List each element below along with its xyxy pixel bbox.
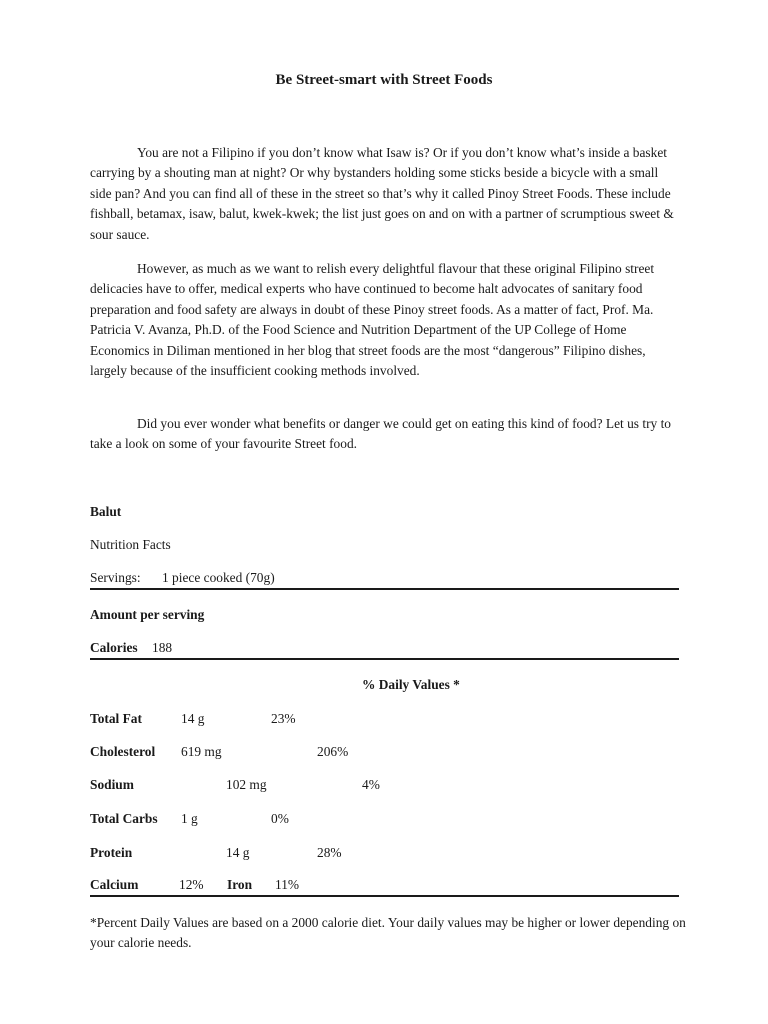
divider-calories (90, 658, 679, 660)
document-title: Be Street-smart with Street Foods (275, 72, 493, 88)
nutrient-amount: 14 g (226, 845, 250, 860)
nutrient-daily-value: 23% (271, 711, 296, 726)
servings-value: 1 piece cooked (70g) (162, 570, 275, 585)
calcium-label: Calcium (90, 877, 139, 892)
nutrient-amount: 1 g (181, 811, 198, 826)
iron-value: 11% (275, 877, 300, 892)
paragraph-question: Did you ever wonder what benefits or danger we could get on eating this kind of food? Let us try to take a look on some of your favourite Street food. (90, 416, 671, 452)
nutrition-facts-label: Nutrition Facts (90, 537, 171, 552)
iron-label: Iron (227, 877, 253, 892)
calories-label: Calories (90, 640, 138, 655)
nutrient-amount: 619 mg (181, 744, 222, 759)
paragraph-intro: You are not a Filipino if you don’t know what Isaw is? Or if you don’t know what’s inside a basket carrying by a shouting man at night? Or why bystanders holding some sticks beside a bicycle with a small side pan? And you can find all of these in the street so that’s why it called Pinoy Street Foods. These include fishball, betamax, isaw, balut, kwek-kwek; the list just goes on and on with a partner of scrumptious sweet & sour sauce. (90, 145, 674, 242)
nutrient-label: Sodium (90, 777, 134, 792)
nutrient-amount: 102 mg (226, 777, 267, 792)
servings-label: Servings: (90, 570, 141, 585)
nutrient-daily-value: 28% (317, 845, 342, 860)
paragraph-health-concerns: However, as much as we want to relish every delightful flavour that these original Filipino street delicacies have to offer, medical experts who have continued to become halt advocates of sanitary food preparation and food safety are always in doubt of these Pinoy street foods. As a matter of fact, Prof. Ma. Patricia V. Avanza, Ph.D. of the Food Science and Nutrition Department of the UP College of Home Economics in Diliman mentioned in her blog that street foods are the most “dangerous” Filipino dishes, largely because of the insufficient cooking methods involved. (90, 261, 655, 379)
daily-values-header: % Daily Values * (362, 677, 460, 692)
nutrient-amount: 14 g (181, 711, 205, 726)
calories-value: 188 (152, 640, 173, 655)
nutrient-daily-value: 0% (271, 811, 289, 826)
divider-top (90, 588, 679, 590)
nutrient-daily-value: 206% (317, 744, 349, 759)
nutrient-daily-value: 4% (362, 777, 380, 792)
nutrient-label: Total Fat (90, 711, 142, 726)
nutrient-label: Total Carbs (90, 811, 158, 826)
footnote: *Percent Daily Values are based on a 2000 calorie diet. Your daily values may be higher or lower depending on your calorie needs. (90, 915, 686, 951)
calcium-value: 12% (179, 877, 204, 892)
divider-bottom (90, 895, 679, 897)
food-name: Balut (90, 504, 122, 519)
nutrient-label: Cholesterol (90, 744, 156, 759)
nutrient-label: Protein (90, 845, 133, 860)
amount-per-serving-label: Amount per serving (90, 607, 205, 622)
